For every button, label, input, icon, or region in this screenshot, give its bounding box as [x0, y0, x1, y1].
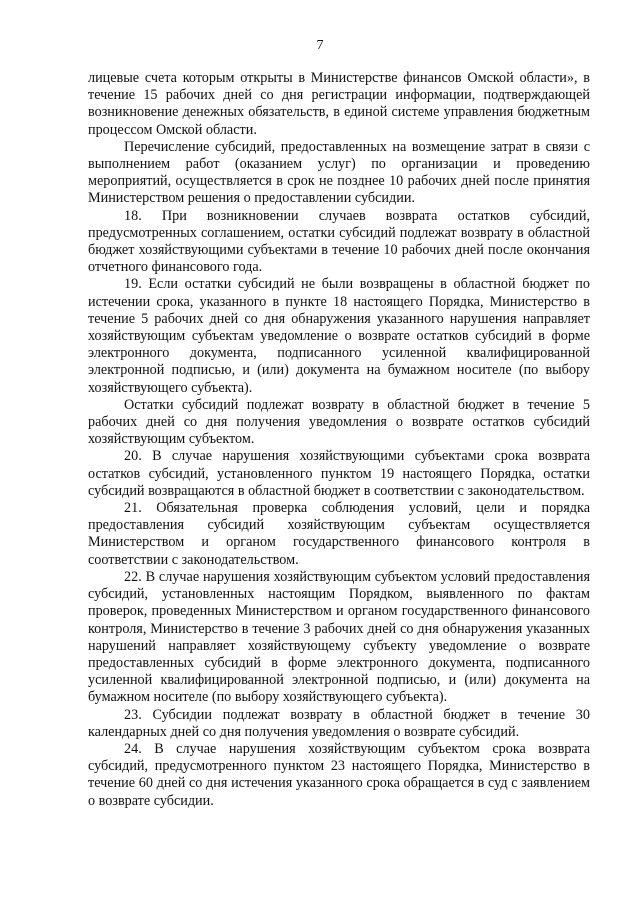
- paragraph-item-20: 20. В случае нарушения хозяйствующими субъектами срока возврата остатков субсидий, установленного пунктом 19 настоящего Порядка, остатки субсидий возвращаются в областной бюджет в соответствии с законодательством.: [88, 448, 590, 499]
- paragraph-item-18: 18. При возникновении случаев возврата остатков субсидий, предусмотренных соглашением, остатки субсидий подлежат возврату в областной бюджет хозяйствующими субъектами в течение 10 рабочих дней после окончания отчетного финансового года.: [88, 207, 590, 276]
- document-body: [88, 70, 590, 810]
- page-number: 7: [316, 38, 324, 53]
- paragraph: Остатки субсидий подлежат возврату в областной бюджет в течение 5 рабочих дней со дня получения уведомления о возврате остатков субсидий хозяйствующим субъектом.: [88, 396, 590, 448]
- paragraph-item-24: 24. В случае нарушения хозяйствующим субъектом срока возврата субсидий, предусмотренного пунктом 23 настоящего Порядка, Министерство в течение 60 дней со дня истечения указанного срока обращается в суд с заявлением о возврате субсидии.: [88, 740, 590, 809]
- paragraph: Перечисление субсидий, предоставленных на возмещение затрат в связи с выполнением работ (оказанием услуг) по организации и проведению мероприятий, осуществляется в срок не позднее 10 рабочих дней после принятия Министерством решения о предоставлении субсидии.: [88, 138, 590, 207]
- paragraph-item-23: 23. Субсидии подлежат возврату в областной бюджет в течение 30 календарных дней со дня получения уведомления о возврате субсидий.: [88, 706, 590, 740]
- paragraph-item-19: 19. Если остатки субсидий не были возвращены в областной бюджет по истечении срока, указанного в пункте 18 настоящего Порядка, Министерство в течение 5 рабочих дней со дня обнаружения указанного нарушения направляет хозяйствующим субъектам уведомление о возврате остатков субсидий в форме электронного документа, подписанного усиленной квалифицированной электронной подписью, и (или) документа на бумажном носителе (по выбору хозяйствующего субъекта).: [88, 276, 590, 396]
- paragraph-item-22: 22. В случае нарушения хозяйствующим субъектом условий предоставления субсидий, установленных настоящим Порядком, выявленного по фактам проверок, проведенных Министерством и органом государственного финансового контроля, Министерство в течение 3 рабочих дней со дня обнаружения указанных нарушений направляет хозяйствующему субъекту уведомление о возврате предоставленных субсидий в форме электронного документа, подписанного усиленной квалифицированной электронной подписью, и (или) документа на бумажном носителе (по выбору хозяйствующего субъекта).: [88, 568, 590, 706]
- paragraph: лицевые счета которым открыты в Министерстве финансов Омской области», в течение 15 рабочих дней со дня регистрации информации, подтверждающей возникновение денежных обязательств, в единой системе управления бюджетным процессом Омской области.: [88, 70, 590, 138]
- paragraph-item-21: 21. Обязательная проверка соблюдения условий, цели и порядка предоставления субсидий хозяйствующим субъектам осуществляется Министерством и органом государственного финансового контроля в соответствии с законодательством.: [88, 500, 590, 568]
